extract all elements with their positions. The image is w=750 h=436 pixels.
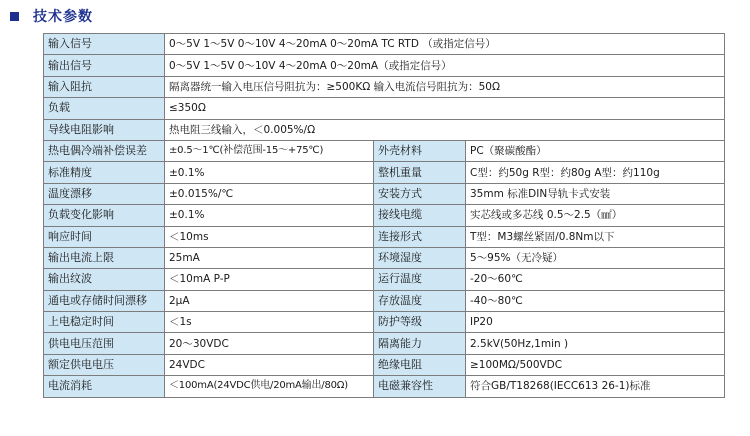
table-row (44, 247, 725, 268)
param-label: 隔离能力 (374, 333, 466, 354)
param-value: PC（聚碳酸酯） (466, 140, 725, 161)
param-label: 负载变化影响 (44, 205, 165, 226)
table-row (44, 119, 725, 140)
table-row (44, 34, 725, 55)
section-title: 技术参数 (33, 9, 93, 25)
param-value: ＜10ms (165, 226, 374, 247)
spec-table-body (44, 34, 725, 398)
param-label: 存放温度 (374, 290, 466, 311)
param-value: -40～80℃ (466, 290, 725, 311)
table-row (44, 333, 725, 354)
param-value: 符合GB/T18268(IECC613 26-1)标准 (466, 376, 725, 397)
param-label: 输入信号 (44, 34, 165, 55)
table-row (44, 354, 725, 375)
param-value: ±0.5～1℃(补偿范围-15～+75℃) (165, 140, 374, 161)
param-label: 运行温度 (374, 269, 466, 290)
param-value: ±0.015%/℃ (165, 183, 374, 204)
table-row (44, 162, 725, 183)
param-label: 绝缘电阻 (374, 354, 466, 375)
param-label: 温度漂移 (44, 183, 165, 204)
table-row (44, 183, 725, 204)
param-value: ±0.1% (165, 162, 374, 183)
param-label: 防护等级 (374, 312, 466, 333)
param-value: T型：M3螺丝紧固/0.8Nm以下 (466, 226, 725, 247)
table-row (44, 376, 725, 397)
param-label: 接线电缆 (374, 205, 466, 226)
param-label: 标准精度 (44, 162, 165, 183)
param-label: 输出纹波 (44, 269, 165, 290)
param-value: 20～30VDC (165, 333, 374, 354)
param-value: ±0.1% (165, 205, 374, 226)
param-label: 输入阻抗 (44, 76, 165, 97)
param-label: 输出信号 (44, 55, 165, 76)
param-label: 外壳材料 (374, 140, 466, 161)
table-row (44, 312, 725, 333)
param-label: 上电稳定时间 (44, 312, 165, 333)
param-label: 导线电阻影响 (44, 119, 165, 140)
table-row (44, 76, 725, 97)
param-value: ≥100MΩ/500VDC (466, 354, 725, 375)
param-label: 连接形式 (374, 226, 466, 247)
param-label: 电流消耗 (44, 376, 165, 397)
param-label: 响应时间 (44, 226, 165, 247)
param-label: 输出电流上限 (44, 247, 165, 268)
param-value: 35mm 标准DIN导轨卡式安装 (466, 183, 725, 204)
param-value: ≤350Ω (165, 98, 725, 119)
param-label: 环境湿度 (374, 247, 466, 268)
param-value: IP20 (466, 312, 725, 333)
param-value: C型：约50g R型：约80g A型：约110g (466, 162, 725, 183)
param-label: 供电电压范围 (44, 333, 165, 354)
spec-table (43, 33, 725, 398)
param-label: 额定供电电压 (44, 354, 165, 375)
table-row (44, 98, 725, 119)
table-row (44, 269, 725, 290)
param-value: 0～5V 1～5V 0～10V 4～20mA 0～20mA（或指定信号） (165, 55, 725, 76)
param-value: 25mA (165, 247, 374, 268)
param-value: 2.5kV(50Hz,1min ) (466, 333, 725, 354)
param-label: 电磁兼容性 (374, 376, 466, 397)
param-label: 热电偶冷端补偿误差 (44, 140, 165, 161)
param-value: -20～60℃ (466, 269, 725, 290)
table-row (44, 205, 725, 226)
table-row (44, 226, 725, 247)
table-row (44, 140, 725, 161)
param-label: 整机重量 (374, 162, 466, 183)
square-bullet-icon (10, 12, 19, 21)
param-value: 0～5V 1～5V 0～10V 4～20mA 0～20mA TC RTD （或指定信号） (165, 34, 725, 55)
param-label: 安装方式 (374, 183, 466, 204)
param-value: 热电阻三线输入，＜0.005%/Ω (165, 119, 725, 140)
param-value: 2μA (165, 290, 374, 311)
param-value: ＜100mA(24VDC供电/20mA输出/80Ω) (165, 376, 374, 397)
table-row (44, 290, 725, 311)
section-heading (10, 6, 93, 26)
param-value: ＜10mA P-P (165, 269, 374, 290)
table-row (44, 55, 725, 76)
param-label: 通电或存储时间漂移 (44, 290, 165, 311)
param-value: 实芯线或多芯线 0.5～2.5（㎟） (466, 205, 725, 226)
param-value: 隔离器统一输入电压信号阻抗为：≥500KΩ 输入电流信号阻抗为：50Ω (165, 76, 725, 97)
param-value: 24VDC (165, 354, 374, 375)
param-label: 负载 (44, 98, 165, 119)
param-value: 5～95%（无冷疑） (466, 247, 725, 268)
param-value: ＜1s (165, 312, 374, 333)
